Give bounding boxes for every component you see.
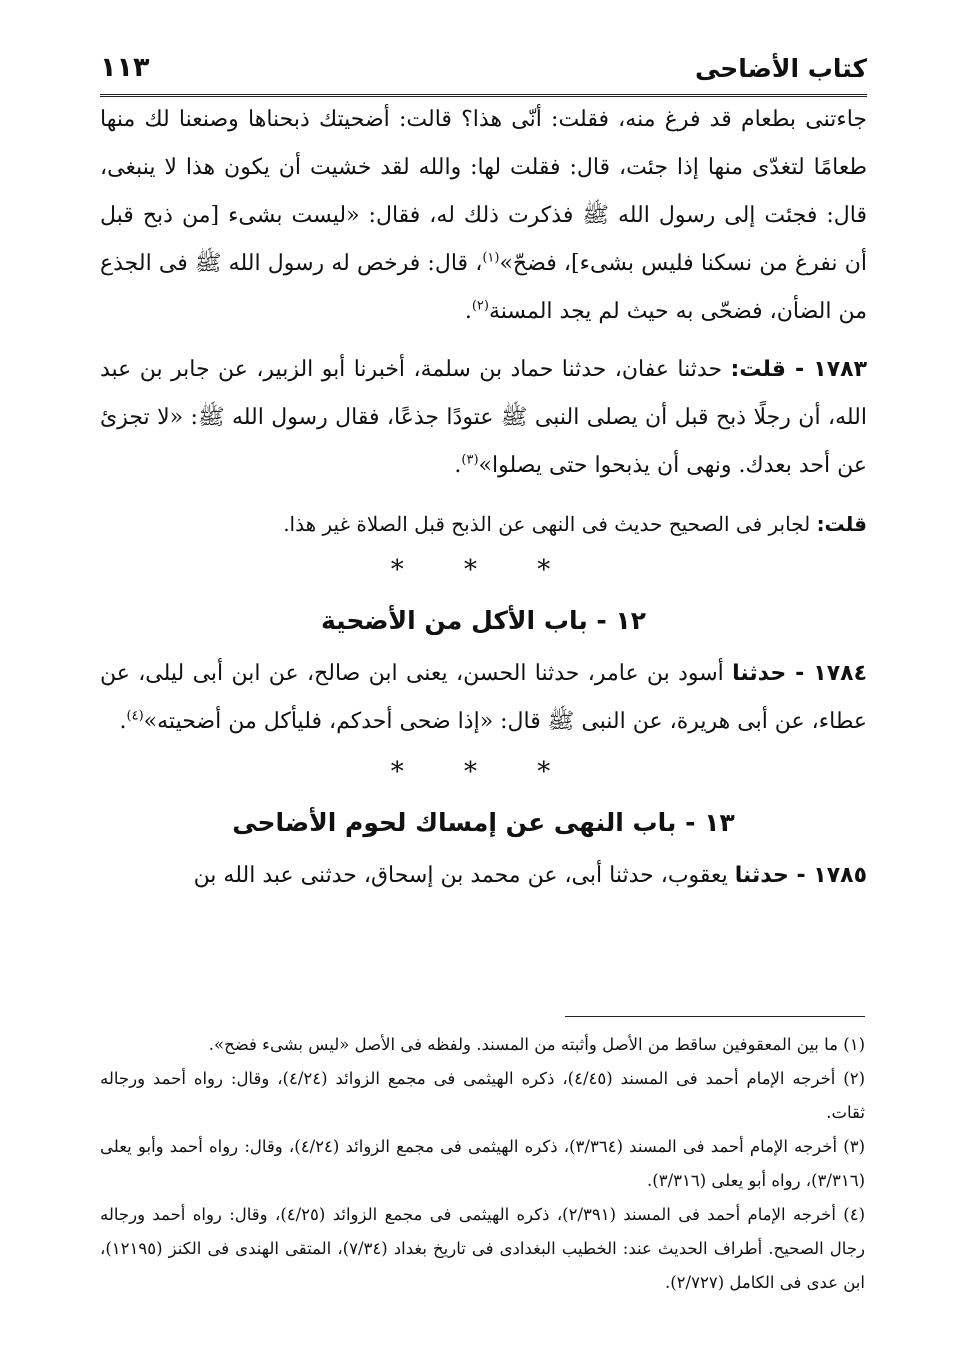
- hadith-text-1783: حدثنا عفان، حدثنا حماد بن سلمة، أخبرنا أبو الزبير، عن جابر بن عبد الله، أن رجلًا ذبح قبل أن يصلى النبى ﷺ عتودًا جذعًا، فقال رسول الله ﷺ: «لا تجزئ عن أحد بعدك. ونهى أن يذبحوا حتى يصلوا»: [100, 357, 867, 478]
- section-separator: * * *: [390, 555, 577, 585]
- hadith-lead-1784: ١٧٨٤ - حدثنا: [732, 661, 867, 686]
- footnote-separator: [565, 1016, 865, 1017]
- hadith-number-1783: ١٧٨٣ -: [785, 357, 867, 382]
- hadith-1784-end: .: [119, 709, 127, 734]
- hadith-1784: [100, 650, 867, 746]
- continued-text-end: .: [464, 299, 472, 324]
- hadith-text-1785: يعقوب، حدثنا أبى، عن محمد بن إسحاق، حدثنى عبد الله بن: [193, 863, 735, 888]
- note-text: لجابر فى الصحيح حديث فى النهى عن الذبح قبل الصلاة غير هذا.: [283, 512, 817, 536]
- note-keyword: قلت:: [816, 512, 867, 536]
- continued-hadith: [100, 96, 867, 336]
- footnote-ref-2[interactable]: (٢): [471, 298, 489, 314]
- footnote-3: (٣) أخرجه الإمام أحمد فى المسند (٣/٣٦٤)، ذكره الهيثمى فى مجمع الزوائد (٤/٢٤)، وقال: رواه أحمد وأبو يعلى (٣/٣١٦)، رواه أبو يعلى (٣/٣١٦).: [100, 1137, 865, 1190]
- footnote-ref-4[interactable]: (٤): [126, 708, 144, 724]
- author-note: [100, 504, 867, 544]
- running-header: [100, 48, 867, 97]
- section-separator-2: * * *: [390, 757, 577, 787]
- hadith-1783: [100, 346, 867, 490]
- qultu-keyword: قلت:: [730, 357, 786, 382]
- chapter-heading-12: ١٢ - باب الأكل من الأضحية: [320, 606, 647, 635]
- continued-text-b: ، قال: فرخص له رسول الله ﷺ فى الجذع من الضأن، فضحّى به حيث لم يجد المسنة: [100, 251, 867, 324]
- footnote-2: (٢) أخرجه الإمام أحمد فى المسند (٤/٤٥)، ذكره الهيثمى فى مجمع الزوائد (٤/٢٤)، وقال: رواه أحمد ورجاله ثقات.: [100, 1069, 866, 1122]
- page-number: ١١٣: [100, 52, 150, 83]
- footnote-1: (١) ما بين المعقوفين ساقط من الأصل وأثبته من المسند. ولفظه فى الأصل «ليس بشىء فضح».: [208, 1035, 865, 1054]
- hadith-1783-end: .: [454, 453, 462, 478]
- book-title: كتاب الأضاحى: [695, 54, 867, 83]
- main-text: [100, 96, 867, 900]
- footnotes: [100, 1028, 865, 1300]
- footnote-4: (٤) أخرجه الإمام أحمد فى المسند (٢/٣٩١)، ذكره الهيثمى فى مجمع الزوائد (٤/٢٥)، وقال: رواه أحمد ورجاله رجال الصحيح. أطراف الحديث عند: الخطيب البغدادى فى تاريخ بغداد (٧/٣٤)، المتقى الهندى فى الكنز (١٢١٩٥)، ابن عدى فى الكامل (٢/٧٢٧).: [100, 1205, 865, 1292]
- chapter-heading-13: ١٣ - باب النهى عن إمساك لحوم الأضاحى: [232, 808, 735, 837]
- hadith-lead-1785: ١٧٨٥ - حدثنا: [734, 863, 867, 888]
- hadith-text-1784: أسود بن عامر، حدثنا الحسن، يعنى ابن صالح، عن ابن أبى ليلى، عن عطاء، عن أبى هريرة، عن النبى ﷺ قال: «إذا ضحى أحدكم، فليأكل من أضحيته»: [100, 661, 867, 734]
- footnote-ref-1[interactable]: (١): [482, 250, 500, 266]
- continued-text: جاءتنى بطعام قد فرغ منه، فقلت: أنّى هذا؟ قالت: أضحيتك ذبحناها وصنعنا لك منها طعامًا لتغدّى منها إذا جئت، قال: فقلت لها: والله لقد خشيت أن يكون هذا لا ينبغى، قال: فجئت إلى رسول الله ﷺ فذكرت ذلك له، فقال: «ليست بشىء [من ذبح قبل أن نفرغ من نسكنا فليس بشىء]، فضحّ»: [100, 107, 867, 276]
- footnote-ref-3[interactable]: (٣): [461, 452, 479, 468]
- hadith-1785: [100, 852, 867, 900]
